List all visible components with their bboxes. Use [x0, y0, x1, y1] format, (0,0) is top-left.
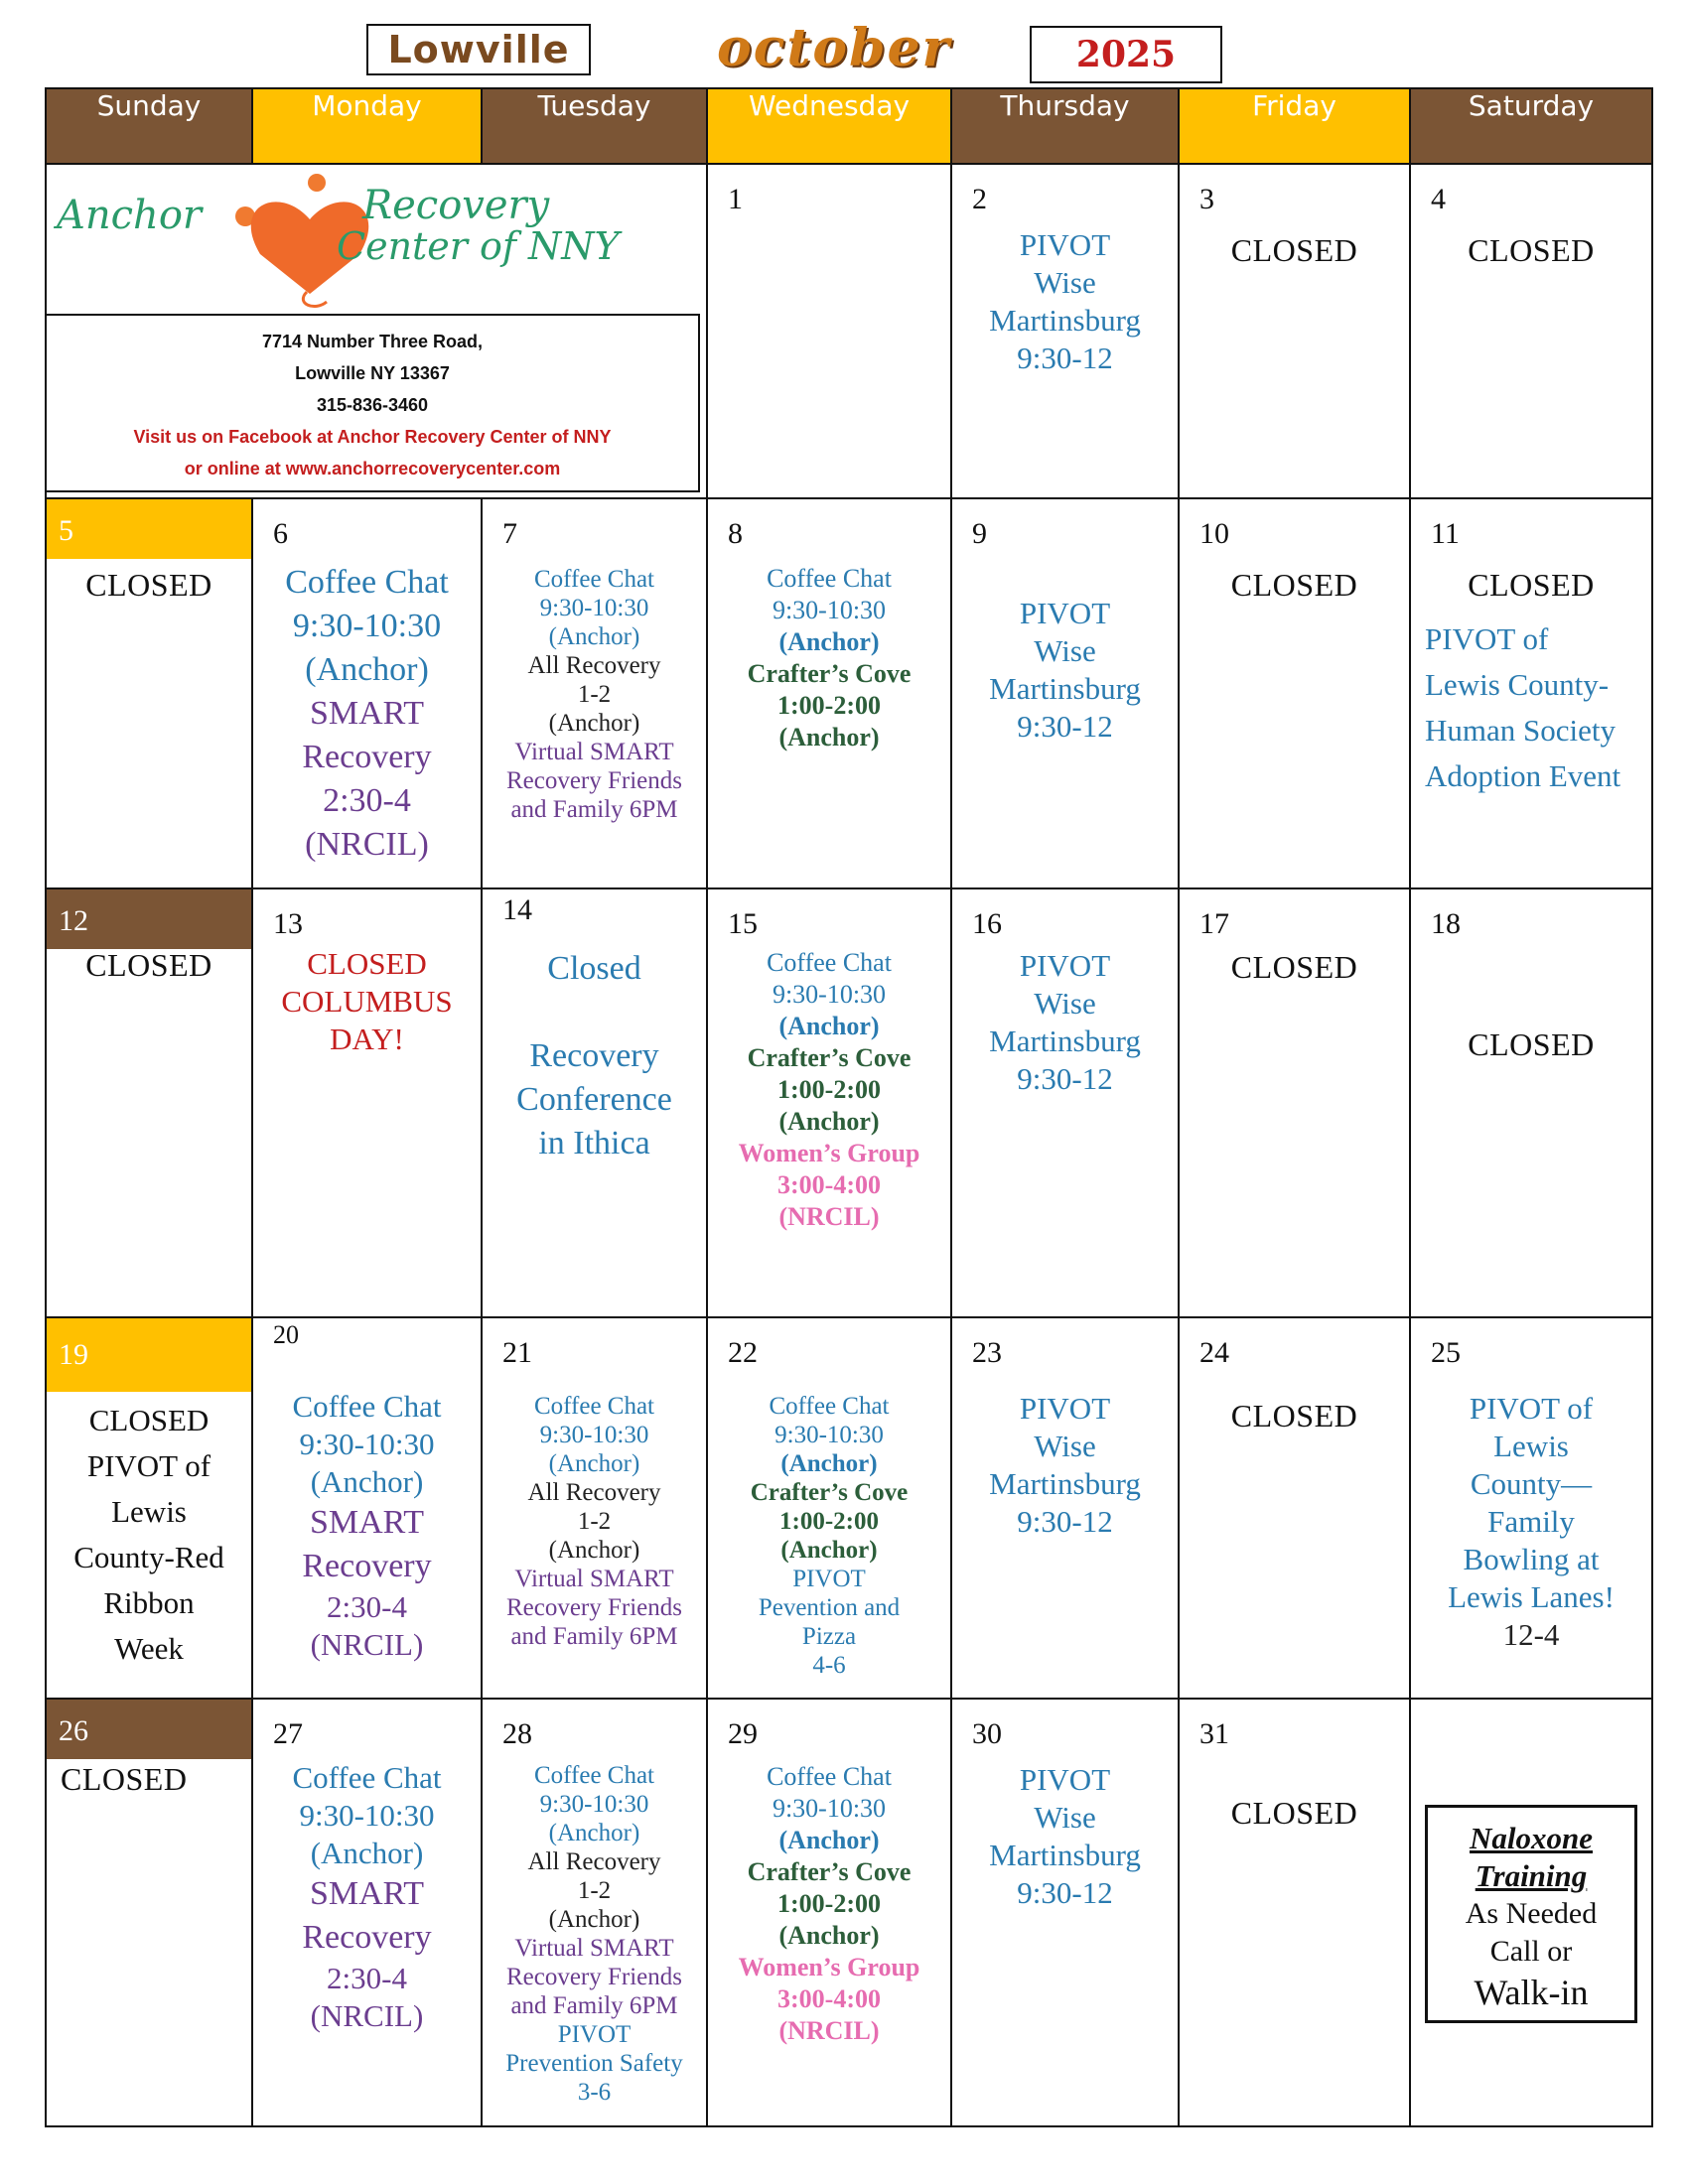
naloxone-cell [1410, 1699, 1652, 2126]
day-cell-6 [252, 498, 482, 888]
event-line: 1-2 [577, 681, 612, 708]
event-line: Crafter’s Cove [750, 1479, 909, 1506]
event-line: SMART [309, 1504, 425, 1541]
event-line: Lewis County- [1425, 667, 1610, 702]
week-row-4 [46, 1317, 1652, 1699]
event-line: 9:30-10:30 [539, 1791, 649, 1818]
event-pivot-wise [952, 1761, 1178, 1912]
closed-label: CLOSED [61, 1761, 188, 1797]
holiday-columbus-day [253, 945, 481, 1058]
event-line: PIVOT [1019, 1762, 1111, 1797]
day-number: 22 [728, 1336, 758, 1369]
event-line: Recovery [302, 739, 432, 775]
event-line: Closed [547, 950, 641, 987]
day-cell-14 [482, 888, 707, 1317]
day-cell-11 [1410, 498, 1652, 888]
weekday-sunday: Sunday [46, 88, 252, 164]
event-line: 9:30-10:30 [772, 980, 887, 1009]
week-row-5 [46, 1699, 1652, 2126]
weekday-thursday: Thursday [951, 88, 1179, 164]
week-row-3 [46, 888, 1652, 1317]
day-number: 2 [972, 183, 987, 215]
day-number: 11 [1431, 517, 1460, 550]
event-line: (Anchor) [305, 651, 429, 688]
naloxone-line-2: Call or [1489, 1935, 1573, 1968]
org-logo [47, 165, 706, 314]
event-line: Women’s Group [738, 1139, 920, 1167]
event-line: 9:30-10:30 [292, 608, 442, 644]
event-line: SMART [309, 1875, 425, 1912]
event-line: 9:30-10:30 [539, 595, 649, 621]
event-line: Lewis [111, 1494, 187, 1529]
weekday-monday: Monday [252, 88, 482, 164]
event-line: PIVOT [792, 1566, 866, 1592]
event-line: 9:30-10:30 [299, 1798, 435, 1833]
event-line: (Anchor) [778, 1012, 880, 1040]
weekday-header-row [46, 88, 1652, 164]
day-cell-30 [951, 1699, 1179, 2126]
event-line: Recovery [529, 1037, 659, 1074]
day-cell-31 [1179, 1699, 1410, 2126]
event-line: (Anchor) [778, 1826, 880, 1854]
event-line: All Recovery [527, 1479, 661, 1506]
event-line: CLOSED [88, 1403, 210, 1437]
closed-label: CLOSED [1468, 232, 1595, 268]
closed-label: CLOSED [1230, 1795, 1358, 1831]
event-line: (Anchor) [778, 1107, 880, 1136]
weekday-wednesday: Wednesday [707, 88, 951, 164]
closed-label: CLOSED [1230, 567, 1358, 603]
event-line: Human Society [1425, 713, 1616, 748]
year-label: 2025 [1030, 26, 1222, 83]
event-line: Wise [1034, 986, 1096, 1021]
day-cell-20 [252, 1317, 482, 1699]
day-events [47, 1398, 251, 1672]
day-cell-7 [482, 498, 707, 888]
naloxone-training-box [1425, 1805, 1637, 2023]
event-line: (NRCIL) [778, 1202, 880, 1231]
event-line: 3:00-4:00 [777, 1984, 881, 2013]
closed-label: CLOSED [1230, 949, 1358, 985]
day-events [253, 1759, 481, 2035]
day-number: 15 [728, 907, 758, 940]
event-line: Martinsburg [989, 1838, 1141, 1872]
event-line: (Anchor) [548, 710, 640, 737]
event-line: COLUMBUS [281, 984, 453, 1019]
event-line: (NRCIL) [778, 2016, 880, 2045]
event-pivot-wise [952, 947, 1178, 1098]
day-events [483, 1761, 706, 2107]
weekday-tuesday: Tuesday [482, 88, 707, 164]
location-label: Lowville [366, 24, 591, 75]
event-line: (Anchor) [548, 1450, 640, 1477]
event-pivot-wise [952, 595, 1178, 746]
event-line: DAY! [330, 1022, 404, 1056]
event-line: Coffee Chat [767, 1762, 892, 1791]
event-line: (Anchor) [778, 627, 880, 656]
event-line: 9:30-12 [1017, 341, 1113, 375]
event-line: Adoption Event [1425, 758, 1621, 793]
event-line: Wise [1034, 633, 1096, 668]
day-cell-24 [1179, 1317, 1410, 1699]
day-events [708, 1392, 950, 1680]
day-number: 7 [502, 517, 517, 550]
day-events [253, 1388, 481, 1664]
event-line: (Anchor) [548, 623, 640, 650]
event-line: Lewis [1493, 1429, 1569, 1463]
day-cell-15 [707, 888, 951, 1317]
event-pivot-adoption [1411, 616, 1651, 799]
day-cell-12 [46, 888, 252, 1317]
event-line: Coffee Chat [533, 1762, 655, 1789]
event-line: (Anchor) [548, 1537, 640, 1564]
day-cell-2 [951, 164, 1179, 498]
day-number: 23 [972, 1336, 1002, 1369]
event-line: Coffee Chat [767, 948, 892, 977]
week-row-1 [46, 164, 1652, 498]
event-line: 2:30-4 [327, 1589, 407, 1624]
day-cell-13 [252, 888, 482, 1317]
day-number: 29 [728, 1717, 758, 1750]
event-line: 1-2 [577, 1877, 612, 1904]
day-number: 18 [1431, 907, 1461, 940]
day-number: 31 [1199, 1717, 1229, 1750]
closed-label: CLOSED [1468, 1026, 1595, 1062]
phone-number: 315-836-3460 [316, 395, 429, 415]
event-line: Lewis Lanes! [1448, 1579, 1615, 1614]
day-cell-23 [951, 1317, 1179, 1699]
facebook-link[interactable]: Visit us on Facebook at Anchor Recovery Center of NNY [133, 427, 612, 447]
event-line: PIVOT [557, 2021, 632, 2048]
event-line: Coffee Chat [767, 564, 892, 593]
event-line: 9:30-12 [1017, 1875, 1113, 1910]
event-line: Martinsburg [989, 303, 1141, 338]
event-line: 9:30-10:30 [299, 1427, 435, 1461]
event-pivot-wise [952, 1390, 1178, 1541]
weekday-friday: Friday [1179, 88, 1410, 164]
event-line: (Anchor) [310, 1464, 424, 1499]
day-number: 17 [1199, 907, 1229, 940]
event-line: County— [1470, 1466, 1593, 1501]
weekday-saturday: Saturday [1410, 88, 1652, 164]
naloxone-title-2: Training [1475, 1858, 1588, 1893]
day-number: 25 [1431, 1336, 1461, 1369]
day-cell-16 [951, 888, 1179, 1317]
day-cell-4 [1410, 164, 1652, 498]
event-line: Coffee Chat [769, 1393, 890, 1420]
day-cell-28 [482, 1699, 707, 2126]
day-number: 10 [1199, 517, 1229, 550]
event-pivot-wise [952, 226, 1178, 377]
naloxone-line-1: As Needed [1465, 1897, 1598, 1930]
event-line: (NRCIL) [310, 1627, 424, 1662]
event-line: Virtual SMART [514, 1935, 674, 1962]
day-number: 21 [502, 1336, 532, 1369]
day-cell-19 [46, 1317, 252, 1699]
event-line: Women’s Group [738, 1953, 920, 1981]
event-line: Coffee Chat [292, 1760, 442, 1795]
address-line-1: 7714 Number Three Road, [261, 332, 484, 351]
event-line: (Anchor) [548, 1906, 640, 1933]
event-line: (NRCIL) [305, 826, 429, 863]
event-line: Crafter’s Cove [747, 659, 912, 688]
day-number-band: 26 [47, 1700, 251, 1759]
event-line: Martinsburg [989, 671, 1141, 706]
event-line: 1:00-2:00 [779, 1508, 879, 1535]
logo-word-anchor: Anchor [57, 193, 203, 238]
naloxone-line-3: Walk-in [1474, 1973, 1589, 2012]
event-line: 9:30-10:30 [774, 1422, 884, 1448]
event-line: Bowling at [1463, 1542, 1600, 1576]
event-line: (Anchor) [780, 1450, 878, 1477]
event-line: 1:00-2:00 [777, 691, 881, 720]
event-line: Recovery Friends [505, 1594, 683, 1621]
event-line: 9:30-12 [1017, 1504, 1113, 1539]
event-line: 1-2 [577, 1508, 612, 1535]
event-line: All Recovery [527, 1848, 661, 1875]
event-line: and Family 6PM [510, 796, 678, 823]
closed-label: CLOSED [85, 567, 212, 603]
event-line: PIVOT [1019, 948, 1111, 983]
event-line: Virtual SMART [514, 1566, 674, 1592]
event-line: Pizza [801, 1623, 857, 1650]
event-line: and Family 6PM [510, 1992, 678, 2019]
day-number: 30 [972, 1717, 1002, 1750]
logo-word-recovery: Recovery [362, 183, 550, 228]
day-cell-9 [951, 498, 1179, 888]
event-line: 9:30-10:30 [772, 596, 887, 624]
day-number: 24 [1199, 1336, 1229, 1369]
event-line: (Anchor) [778, 1921, 880, 1950]
day-number: 28 [502, 1717, 532, 1750]
closed-label: CLOSED [85, 947, 212, 983]
event-line: Wise [1034, 1800, 1096, 1835]
event-line: in Ithica [538, 1125, 650, 1161]
day-number-band: 12 [47, 889, 251, 949]
day-number: 6 [273, 517, 288, 550]
event-line: PIVOT of [86, 1448, 211, 1483]
event-line: All Recovery [527, 652, 661, 679]
calendar-grid [45, 87, 1653, 2127]
day-number: 9 [972, 517, 987, 550]
naloxone-title-1: Naloxone [1470, 1821, 1593, 1855]
event-line: (Anchor) [780, 1537, 878, 1564]
day-cell-10 [1179, 498, 1410, 888]
event-line: Coffee Chat [533, 1393, 655, 1420]
day-events [708, 563, 950, 753]
event-line: Conference [516, 1081, 672, 1118]
event-line: Recovery Friends [505, 767, 683, 794]
event-line: Martinsburg [989, 1024, 1141, 1058]
event-line: Recovery [302, 1919, 432, 1956]
day-cell-17 [1179, 888, 1410, 1317]
month-title: october [717, 17, 951, 78]
day-cell-8 [707, 498, 951, 888]
address-box [45, 314, 700, 492]
event-line: Week [114, 1631, 184, 1666]
day-cell-26 [46, 1699, 252, 2126]
org-info-cell [46, 164, 707, 498]
event-line: 9:30-12 [1017, 1061, 1113, 1096]
event-line: 2:30-4 [323, 782, 411, 819]
event-line: 3-6 [577, 2079, 612, 2106]
day-events [253, 561, 481, 867]
event-line: (Anchor) [778, 723, 880, 751]
day-cell-3 [1179, 164, 1410, 498]
event-line: Recovery [302, 1548, 432, 1584]
day-number: 3 [1199, 183, 1214, 215]
event-line: SMART [309, 695, 425, 732]
event-line: PIVOT [1019, 1391, 1111, 1426]
event-line: Pevention and [758, 1594, 901, 1621]
closed-label: CLOSED [1468, 567, 1595, 603]
event-line: Family [1487, 1504, 1575, 1539]
day-cell-25 [1410, 1317, 1652, 1699]
day-number: 27 [273, 1717, 303, 1750]
event-line: 2:30-4 [327, 1961, 407, 1995]
day-cell-18 [1410, 888, 1652, 1317]
day-number: 1 [728, 183, 743, 215]
event-line: 1:00-2:00 [777, 1075, 881, 1104]
event-line: County-Red [73, 1540, 224, 1574]
day-events [483, 947, 706, 1165]
day-events [708, 947, 950, 1233]
day-number: 8 [728, 517, 743, 550]
day-number-band: 19 [47, 1318, 251, 1392]
event-line: (Anchor) [310, 1836, 424, 1870]
week-row-2 [46, 498, 1652, 888]
day-events [483, 1392, 706, 1651]
event-line: 12-4 [1502, 1617, 1560, 1652]
event-line: 3:00-4:00 [777, 1170, 881, 1199]
day-cell-1 [707, 164, 951, 498]
event-pivot-bowling [1411, 1390, 1651, 1654]
day-cell-22 [707, 1317, 951, 1699]
event-line: Ribbon [103, 1585, 195, 1620]
event-line: Coffee Chat [285, 564, 449, 601]
event-line: 1:00-2:00 [777, 1889, 881, 1918]
address-line-2: Lowville NY 13367 [295, 363, 450, 383]
day-number-band: 5 [47, 499, 251, 559]
day-number: 13 [273, 907, 303, 940]
closed-label: CLOSED [1230, 232, 1358, 268]
event-line: Crafter’s Cove [747, 1043, 912, 1072]
event-line: Wise [1034, 1429, 1096, 1463]
event-line: PIVOT [1019, 596, 1111, 630]
day-number: 4 [1431, 183, 1446, 215]
event-line: (Anchor) [548, 1820, 640, 1846]
day-cell-29 [707, 1699, 951, 2126]
event-line: 9:30-10:30 [539, 1422, 649, 1448]
event-line: Crafter’s Cove [747, 1857, 912, 1886]
event-line: Prevention Safety [505, 2050, 683, 2077]
event-line: PIVOT [1019, 227, 1111, 262]
logo-word-center: Center of NNY [337, 224, 620, 268]
event-line: Wise [1034, 265, 1096, 300]
event-line: Coffee Chat [292, 1389, 442, 1424]
day-cell-27 [252, 1699, 482, 2126]
event-line: (NRCIL) [310, 1998, 424, 2033]
event-line: PIVOT of [1425, 621, 1549, 656]
day-cell-21 [482, 1317, 707, 1699]
event-line: 9:30-10:30 [772, 1794, 887, 1823]
closed-label: CLOSED [1230, 1398, 1358, 1433]
event-line: and Family 6PM [510, 1623, 678, 1650]
event-line: Martinsburg [989, 1466, 1141, 1501]
day-events [708, 1761, 950, 2047]
event-line: 4-6 [812, 1652, 846, 1679]
day-number: 14 [502, 893, 532, 926]
event-line: 9:30-12 [1017, 709, 1113, 744]
day-cell-5 [46, 498, 252, 888]
website-link[interactable]: or online at www.anchorrecoverycenter.com [184, 459, 561, 478]
day-number: 16 [972, 907, 1002, 940]
event-line: Recovery Friends [505, 1964, 683, 1990]
event-line: PIVOT of [1469, 1391, 1594, 1426]
event-line: Coffee Chat [533, 566, 655, 593]
day-number: 20 [273, 1320, 299, 1349]
event-line: Virtual SMART [514, 739, 674, 765]
event-line: CLOSED [307, 946, 427, 981]
day-events [483, 565, 706, 824]
